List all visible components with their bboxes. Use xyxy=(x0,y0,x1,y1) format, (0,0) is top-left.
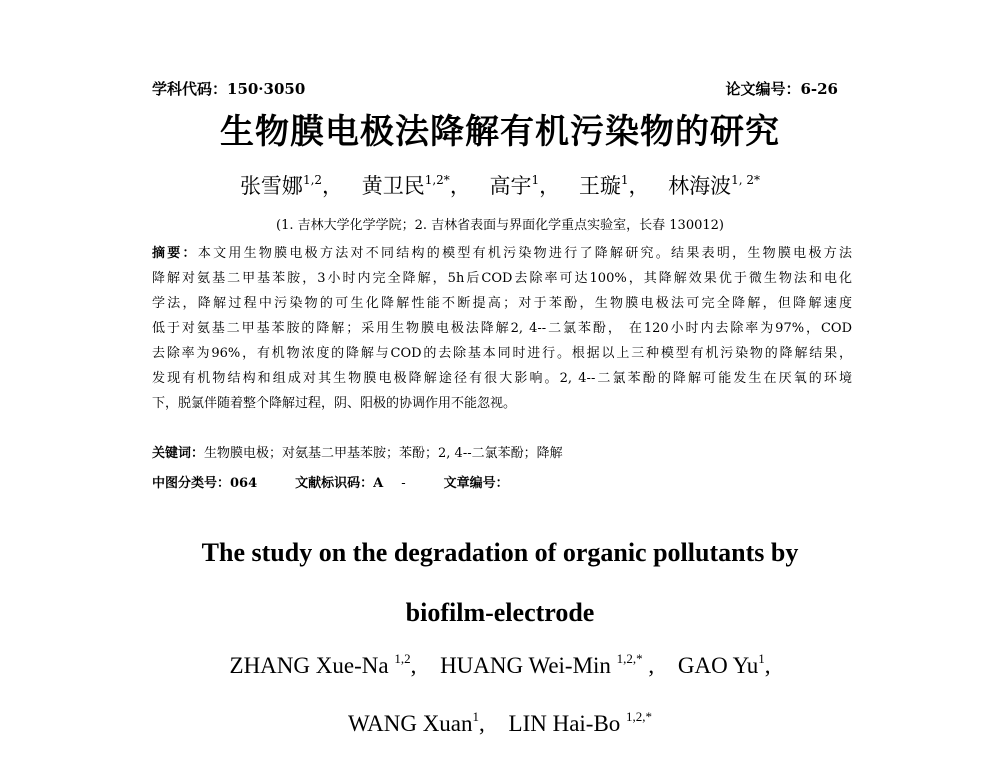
abstract-line: 下，脱氯伴随着整个降解过程，阴、阳极的协调作用不能忽视。 xyxy=(152,396,517,411)
english-title-line-1: The study on the degradation of organic pollutants by xyxy=(201,538,799,567)
classification-row xyxy=(152,472,547,491)
abstract-label: 摘要： xyxy=(152,246,198,261)
paper-number: 论文编号：6-26 xyxy=(725,80,838,98)
chinese-authors xyxy=(0,170,1000,200)
english-authors-line-2 xyxy=(0,711,1000,737)
abstract-line: 去除率为96%，有机物浓度的降解与COD的去除基本同时进行。根据以上三种模型有机污染物的降解结果， xyxy=(152,346,852,361)
keywords xyxy=(152,442,563,461)
chinese-title: 生物膜电极法降解有机污染物的研究 xyxy=(220,112,780,152)
author-cn: 张雪娜$^{1,2}$， xyxy=(239,173,344,198)
author-en: HUANG Wei-Min $^{1,2,*}$ , xyxy=(440,651,655,678)
affiliation: (1. 吉林大学化学学院；2. 吉林省表面与界面化学重点实验室，长春 130012) xyxy=(276,218,724,233)
english-authors-line-1 xyxy=(0,653,1000,679)
english-title-line-2: biofilm-electrode xyxy=(405,598,595,627)
author-cn: 黄卫民$^{1,2*}$， xyxy=(361,173,471,198)
keywords-label: 关键词： xyxy=(152,446,205,461)
abstract-line: 发现有机物结构和组成对其生物膜电极降解途径有很大影响。2, 4--二氯苯酚的降解可能发生在厌氧的环境 xyxy=(152,371,852,386)
author-en: LIN Hai-Bo $^{1,2,*}$ xyxy=(508,709,653,736)
abstract-line: 学法，降解过程中污染物的可生化降解性能不断提高；对于苯酚，生物膜电极法可完全降解，但降解速度 xyxy=(152,296,852,311)
keywords-text: 生物膜电极；对氨基二甲基苯胺；苯酚；2, 4--二氯苯酚；降解 xyxy=(204,446,563,461)
abstract xyxy=(152,241,852,416)
author-cn: 高宇$^1$， xyxy=(489,173,561,198)
abstract-line: 摘要：本文用生物膜电极方法对不同结构的模型有机污染物进行了降解研究。结果表明，生物膜电极方法 xyxy=(152,246,852,261)
abstract-line: 低于对氨基二甲基苯胺的降解；采用生物膜电极法降解2, 4--二氯苯酚， 在120小时内去除率为97%，COD xyxy=(152,321,852,336)
clc-number: 中图分类号：064 xyxy=(152,476,258,491)
subject-code: 学科代码：150·3050 xyxy=(152,80,306,98)
document-code: 文献标识码：A - xyxy=(295,476,406,491)
abstract-line: 降解对氨基二甲基苯胺，3小时内完全降解，5h后COD去除率可达100%，其降解效果优于微生物法和电化 xyxy=(152,271,852,286)
article-number: 文章编号： xyxy=(443,476,509,491)
author-cn: 林海波$^{1, 2*}$ xyxy=(668,173,761,198)
author-en: GAO Yu$^1$, xyxy=(677,651,771,678)
header-meta xyxy=(152,78,838,100)
author-cn: 王璇$^1$， xyxy=(578,173,650,198)
author-en: ZHANG Xue-Na $^{1,2}$, xyxy=(229,651,417,678)
author-en: WANG Xuan$^1$, xyxy=(347,709,485,736)
